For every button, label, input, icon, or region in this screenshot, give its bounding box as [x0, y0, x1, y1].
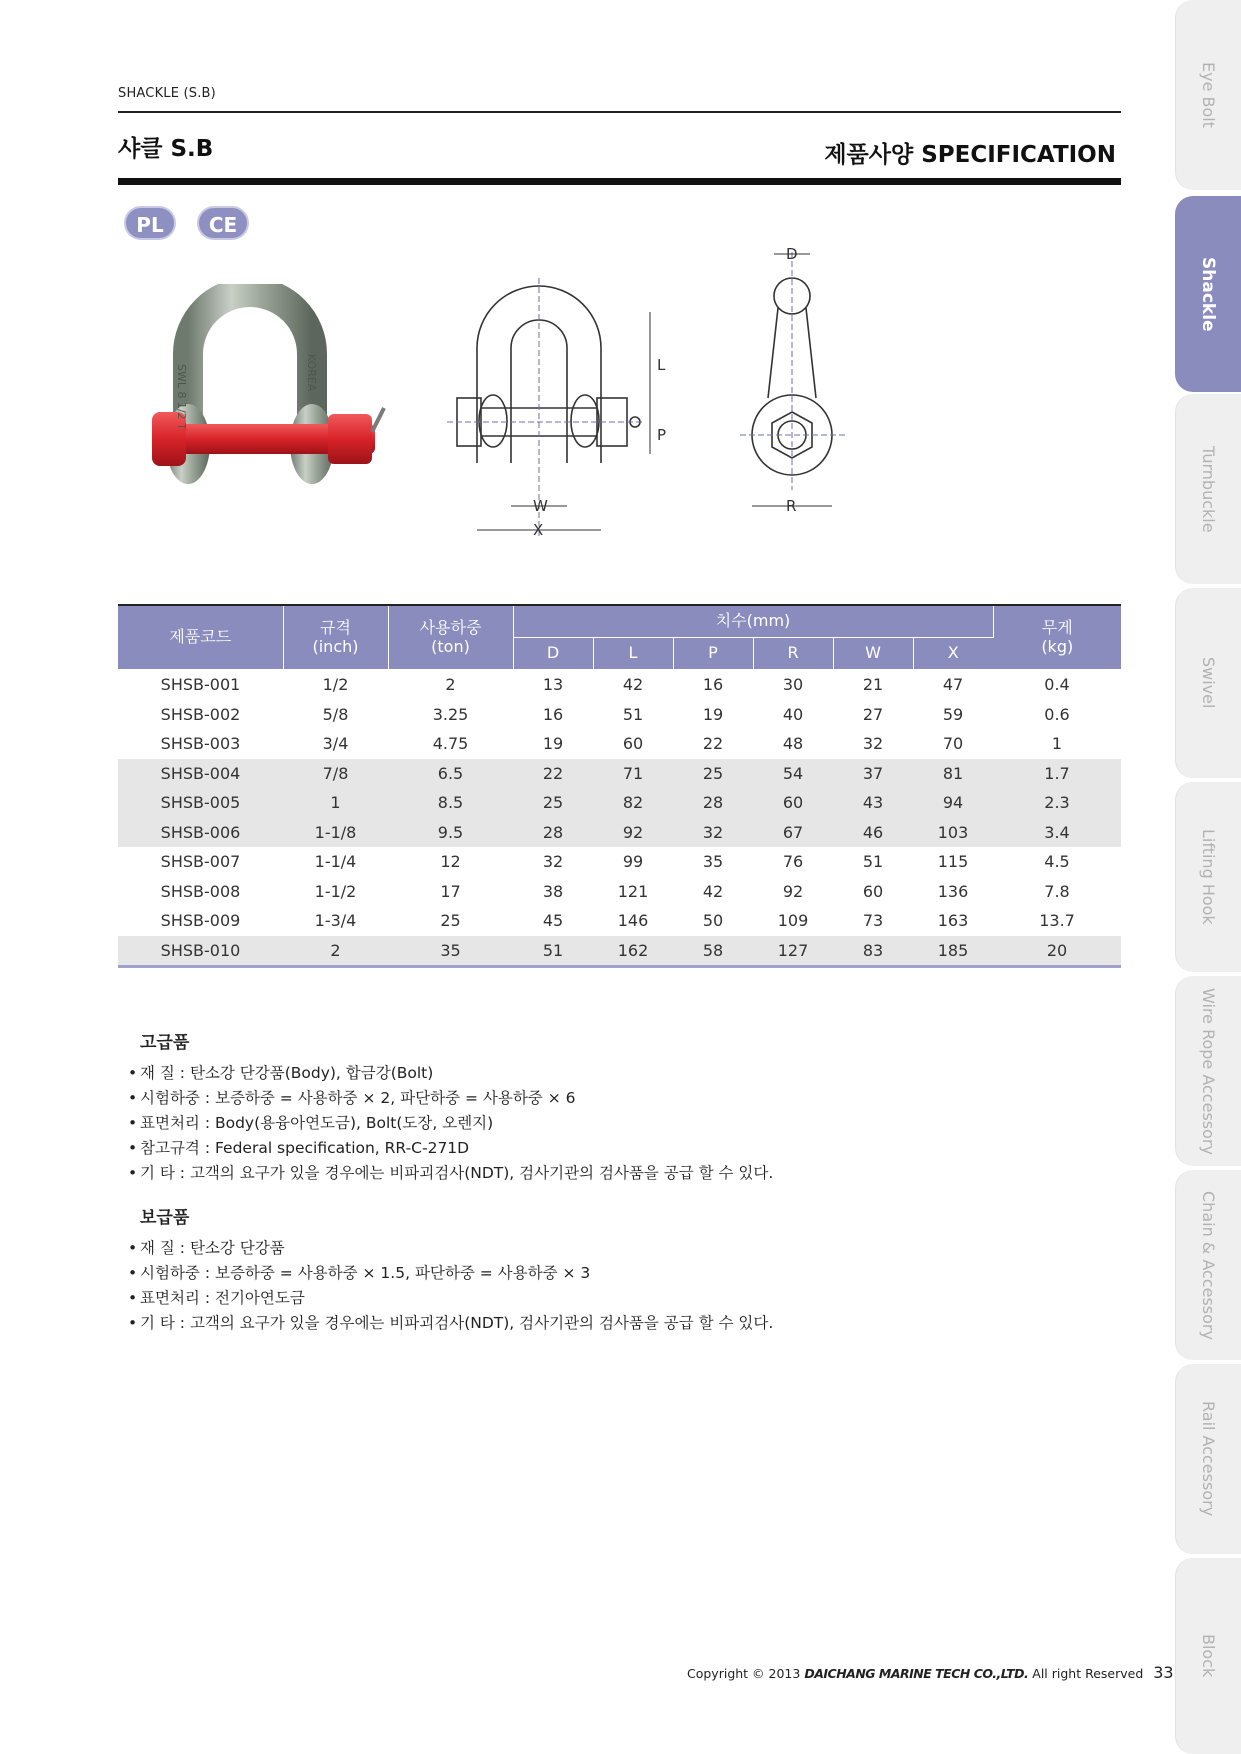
- table-cell: 103: [913, 818, 993, 848]
- table-cell: 109: [777, 911, 809, 931]
- header-rule: [118, 111, 1121, 113]
- col-header-dims: 치수(mm): [513, 605, 993, 638]
- note-line: • 표면처리 : Body(용융아연도금), Bolt(도장, 오렌지): [128, 1114, 494, 1132]
- table-cell: 25: [673, 759, 753, 789]
- table-cell: 92: [782, 881, 804, 901]
- shackle-front-drawing: [445, 268, 685, 548]
- table-cell: 35: [388, 936, 513, 967]
- table-cell: 3.4: [993, 818, 1121, 848]
- note-line: • 참고규격 : Federal specification, RR-C-271D: [128, 1139, 470, 1157]
- table-cell: 28: [513, 818, 593, 848]
- table-cell: 51: [862, 852, 884, 872]
- table-cell: 45: [542, 911, 564, 931]
- pl-badge: PL: [124, 206, 176, 240]
- table-cell: 16: [542, 704, 564, 724]
- note-line: • 기 타 : 고객의 요구가 있을 경우에는 비파괴검사(NDT), 검사기관의 검사품을 공급 할 수 있다.: [128, 1314, 774, 1332]
- table-cell: 1.7: [993, 759, 1121, 789]
- table-row: [118, 788, 1121, 818]
- company-name: DAICHANG MARINE TECH CO.,LTD.: [804, 1666, 1029, 1681]
- table-cell: 19: [542, 734, 564, 754]
- note-line: • 시험하중 : 보증하중 = 사용하중 × 2, 파단하중 = 사용하중 × 6: [128, 1089, 576, 1107]
- table-cell: 73: [862, 911, 884, 931]
- shackle-product-photo: [148, 284, 398, 529]
- dim-label-d: D: [786, 245, 798, 263]
- side-tab-chain-accessory[interactable]: Chain & Accessory: [1175, 1170, 1241, 1360]
- table-cell: 1-3/4: [314, 911, 357, 931]
- col-header-load: 사용하중 (ton): [388, 605, 513, 670]
- table-cell: 37: [833, 759, 913, 789]
- col-header-code: 제품코드: [118, 605, 283, 670]
- table-cell: 21: [862, 675, 884, 695]
- table-row: [118, 729, 1121, 759]
- table-cell: 51: [622, 704, 644, 724]
- shackle-side-drawing: [740, 240, 850, 520]
- breadcrumb: SHACKLE (S.B): [118, 86, 216, 101]
- table-cell: 81: [913, 759, 993, 789]
- table-cell: 5/8: [322, 704, 349, 724]
- dim-label-l: L: [657, 356, 666, 374]
- table-cell: SHSB-009: [160, 911, 241, 931]
- table-cell: 1-1/8: [283, 818, 388, 848]
- dim-label-w: W: [533, 497, 548, 515]
- table-cell: 136: [937, 881, 969, 901]
- table-cell: 13: [542, 675, 564, 695]
- note-line: • 재 질 : 탄소강 단강품(Body), 합금강(Bolt): [128, 1064, 434, 1082]
- spec-table: [118, 604, 1121, 968]
- page-number: 33: [1153, 1663, 1174, 1682]
- table-cell: 25: [440, 911, 461, 931]
- col-header-l: L: [593, 638, 673, 670]
- table-cell: 115: [937, 852, 969, 872]
- table-cell: 59: [942, 704, 964, 724]
- table-cell: 1: [283, 788, 388, 818]
- table-row: [118, 818, 1121, 848]
- table-cell: 76: [782, 852, 804, 872]
- table-cell: 22: [513, 759, 593, 789]
- table-cell: 94: [913, 788, 993, 818]
- col-header-w: W: [833, 638, 913, 670]
- side-tab-nav: [1175, 0, 1241, 1754]
- table-cell: 35: [702, 852, 724, 872]
- side-tab-eye-bolt[interactable]: Eye Bolt: [1175, 0, 1241, 190]
- table-cell: 1/2: [322, 675, 349, 695]
- table-row: [118, 670, 1121, 700]
- table-cell: 28: [673, 788, 753, 818]
- table-cell: 2: [445, 675, 456, 695]
- table-cell: SHSB-006: [118, 818, 283, 848]
- table-cell: 46: [833, 818, 913, 848]
- table-cell: 22: [702, 734, 724, 754]
- col-header-r: R: [753, 638, 833, 670]
- table-cell: 32: [673, 818, 753, 848]
- notes-premium-title: 고급품: [140, 1033, 190, 1053]
- table-cell: 20: [993, 936, 1121, 967]
- side-tab-lifting-hook[interactable]: Lifting Hook: [1175, 782, 1241, 972]
- table-cell: 13.7: [1039, 911, 1075, 931]
- col-header-p: P: [673, 638, 753, 670]
- table-cell: SHSB-007: [160, 852, 241, 872]
- table-cell: 40: [782, 704, 804, 724]
- table-cell: SHSB-004: [118, 759, 283, 789]
- table-cell: 32: [862, 734, 884, 754]
- table-row: [118, 877, 1121, 907]
- table-row: [118, 759, 1121, 789]
- table-cell: 32: [542, 852, 564, 872]
- table-cell: 43: [833, 788, 913, 818]
- table-cell: SHSB-003: [160, 734, 241, 754]
- table-cell: SHSB-002: [160, 704, 241, 724]
- table-cell: 60: [862, 881, 884, 901]
- table-cell: 4.5: [1044, 852, 1070, 872]
- table-cell: 42: [622, 675, 644, 695]
- table-cell: 19: [702, 704, 724, 724]
- notes-standard: [128, 1203, 773, 1336]
- ce-badge: CE: [197, 206, 249, 240]
- table-cell: 9.5: [388, 818, 513, 848]
- table-cell: 92: [593, 818, 673, 848]
- table-cell: 8.5: [388, 788, 513, 818]
- table-cell: 71: [593, 759, 673, 789]
- table-cell: 60: [622, 734, 644, 754]
- table-cell: 83: [833, 936, 913, 967]
- notes-standard-title: 보급품: [140, 1208, 190, 1228]
- table-cell: 185: [913, 936, 993, 967]
- table-cell: 6.5: [388, 759, 513, 789]
- table-cell: 54: [753, 759, 833, 789]
- spec-title: 제품사양 SPECIFICATION: [824, 142, 1116, 168]
- table-cell: 2.3: [993, 788, 1121, 818]
- col-header-d: D: [513, 638, 593, 670]
- table-cell: 0.4: [1044, 675, 1070, 695]
- dim-label-x: X: [533, 521, 544, 539]
- table-cell: 25: [513, 788, 593, 818]
- table-row: [118, 847, 1121, 877]
- table-cell: SHSB-010: [118, 936, 283, 967]
- table-cell: 60: [753, 788, 833, 818]
- table-cell: 3/4: [322, 734, 349, 754]
- table-cell: 30: [782, 675, 804, 695]
- table-cell: 99: [622, 852, 644, 872]
- table-cell: 12: [440, 852, 461, 872]
- notes-premium: [128, 1028, 773, 1186]
- table-cell: 0.6: [1044, 704, 1070, 724]
- table-cell: 67: [753, 818, 833, 848]
- table-cell: 27: [862, 704, 884, 724]
- table-cell: 146: [617, 911, 649, 931]
- side-tab-swivel[interactable]: Swivel: [1175, 588, 1241, 778]
- side-tab-turnbuckle[interactable]: Turnbuckle: [1175, 394, 1241, 584]
- table-cell: 1-1/2: [314, 881, 357, 901]
- table-cell: 47: [942, 675, 964, 695]
- svg-text:SWL 8 1/2 T: SWL 8 1/2 T: [175, 364, 188, 430]
- table-cell: 17: [440, 881, 461, 901]
- col-header-weight: 무게 (kg): [993, 605, 1121, 670]
- copyright-footer: Copyright © 2013 DAICHANG MARINE TECH CO.,LTD. All right Reserved 33: [687, 1663, 1174, 1682]
- table-row: [118, 906, 1121, 936]
- table-cell: SHSB-001: [160, 675, 241, 695]
- table-cell: 50: [702, 911, 724, 931]
- table-cell: 38: [542, 881, 564, 901]
- table-cell: 7.8: [1044, 881, 1070, 901]
- table-cell: 121: [617, 881, 649, 901]
- side-tab-rail-accessory[interactable]: Rail Accessory: [1175, 1364, 1241, 1554]
- table-cell: 127: [753, 936, 833, 967]
- col-header-x: X: [913, 638, 993, 670]
- table-cell: 48: [782, 734, 804, 754]
- table-cell: SHSB-005: [118, 788, 283, 818]
- dim-label-r: R: [786, 497, 797, 515]
- table-cell: 42: [702, 881, 724, 901]
- col-header-size: 규격 (inch): [283, 605, 388, 670]
- note-line: • 시험하중 : 보증하중 = 사용하중 × 1.5, 파단하중 = 사용하중 × 3: [128, 1264, 591, 1282]
- table-cell: 163: [937, 911, 969, 931]
- table-row: [118, 936, 1121, 967]
- table-cell: 3.25: [432, 704, 469, 724]
- table-row: [118, 700, 1121, 730]
- table-cell: 70: [942, 734, 964, 754]
- table-cell: 1-1/4: [314, 852, 357, 872]
- note-line: • 재 질 : 탄소강 단강품: [128, 1239, 285, 1257]
- svg-text:KOREA: KOREA: [305, 354, 318, 392]
- note-line: • 기 타 : 고객의 요구가 있을 경우에는 비파괴검사(NDT), 검사기관의 검사품을 공급 할 수 있다.: [128, 1164, 774, 1182]
- table-cell: 2: [283, 936, 388, 967]
- table-cell: 51: [513, 936, 593, 967]
- title-rule: [118, 178, 1121, 185]
- table-cell: 1: [1051, 734, 1063, 754]
- table-cell: 162: [593, 936, 673, 967]
- side-tab-wire-rope-accessory[interactable]: Wire Rope Accessory: [1175, 976, 1241, 1166]
- table-cell: 16: [702, 675, 724, 695]
- note-line: • 표면처리 : 전기아연도금: [128, 1289, 305, 1307]
- table-cell: 4.75: [432, 734, 469, 754]
- side-tab-shackle[interactable]: Shackle: [1175, 196, 1241, 392]
- table-cell: 82: [593, 788, 673, 818]
- page-title: 샤클 S.B: [118, 136, 214, 162]
- dim-label-p: P: [657, 426, 667, 444]
- table-cell: 58: [673, 936, 753, 967]
- side-tab-block[interactable]: Block: [1175, 1558, 1241, 1754]
- table-cell: 7/8: [283, 759, 388, 789]
- table-cell: SHSB-008: [160, 881, 241, 901]
